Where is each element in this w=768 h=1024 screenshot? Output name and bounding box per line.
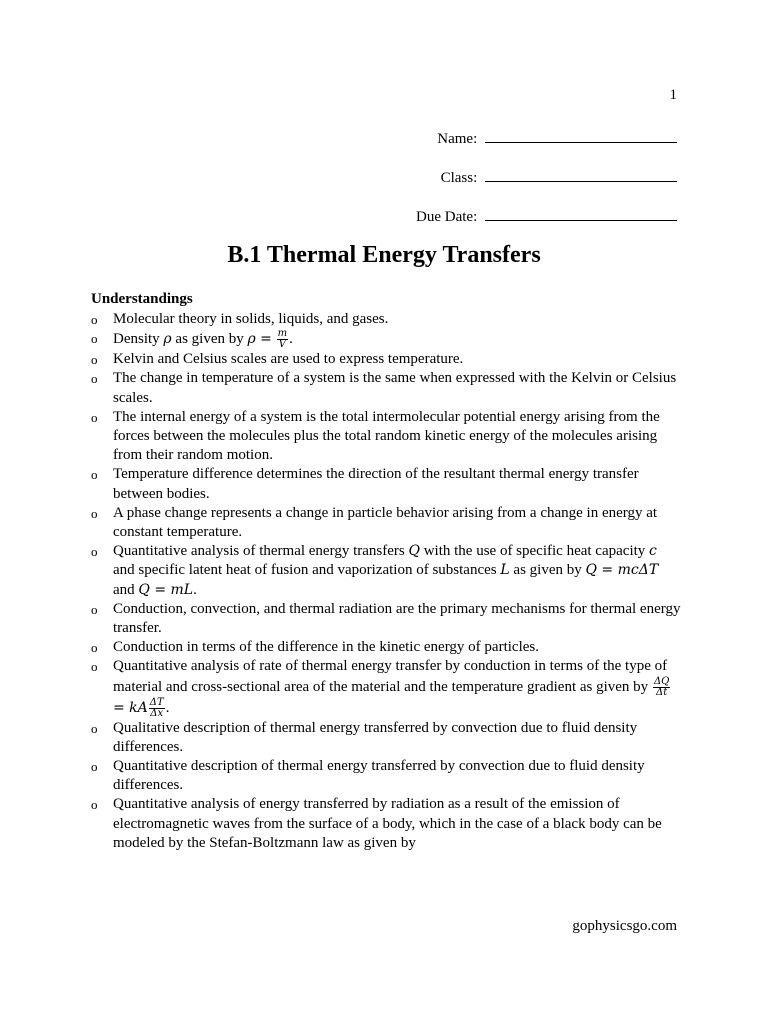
item-text: .	[193, 581, 197, 598]
fraction-numerator: ΔQ	[653, 675, 670, 687]
density-fraction	[277, 329, 288, 350]
list-item	[91, 657, 681, 718]
list-item	[91, 310, 681, 329]
density-formula-lhs: ρ =	[247, 331, 272, 348]
list-item	[91, 329, 681, 350]
due-date-label: Due Date:	[416, 209, 478, 225]
name-field[interactable]	[416, 128, 677, 167]
bullet-icon: o	[91, 312, 98, 327]
bullet-icon: o	[91, 467, 98, 483]
item-text: and	[113, 581, 139, 598]
list-item	[91, 369, 681, 407]
density-symbol: ρ	[163, 331, 172, 348]
item-text: Kelvin and Celsius scales are used to express temperature.	[113, 351, 464, 368]
bullet-icon: o	[91, 759, 98, 775]
item-text: with the use of specific heat capacity	[419, 543, 650, 560]
list-item	[91, 408, 681, 466]
fraction-denominator: Δx	[150, 707, 164, 719]
footer-website: gophysicsgo.com	[572, 918, 677, 934]
section-heading-understandings: Understandings	[91, 291, 193, 307]
heat-symbol: Q	[408, 543, 420, 560]
document-title: B.1 Thermal Energy Transfers	[227, 242, 541, 268]
list-item	[91, 350, 681, 369]
item-text: Molecular theory in solids, liquids, and gases.	[113, 311, 389, 327]
conduction-formula-rhs: = kA	[113, 699, 148, 716]
class-field[interactable]	[416, 167, 677, 206]
bullet-icon: o	[91, 505, 98, 521]
list-item	[91, 542, 681, 600]
item-text: A phase change represents a change in particle behavior arising from a change in energy at constant temperature.	[113, 504, 658, 541]
item-text: Quantitative analysis of energy transferred by radiation as a result of the emission of electromagnetic waves from the surface of a body, which in the case of a black body can be modeled by the Stefan-Boltzmann law as given by	[113, 796, 662, 851]
item-text: Qualitative description of thermal energy transferred by convection due to fluid density differences.	[113, 719, 638, 755]
list-item	[91, 719, 681, 757]
list-item	[91, 757, 681, 795]
class-label: Class:	[440, 170, 478, 186]
bullet-icon: o	[91, 797, 98, 813]
temperature-gradient-fraction	[149, 698, 165, 719]
understandings-list	[91, 310, 681, 853]
specific-heat-formula: Q = mcΔT	[585, 562, 659, 579]
latent-heat-formula: Q = mL	[138, 581, 194, 598]
due-date-field[interactable]	[416, 206, 677, 245]
specific-heat-symbol: c	[649, 543, 657, 560]
student-info-fields	[416, 128, 677, 245]
list-item	[91, 795, 681, 853]
bullet-icon: o	[91, 720, 98, 736]
item-text: Conduction, convection, and thermal radiation are the primary mechanisms for thermal energy transfer.	[113, 600, 681, 637]
item-text: The change in temperature of a system is the same when expressed with the Kelvin or Celsius scales.	[113, 370, 677, 406]
item-text: and specific latent heat of fusion and vaporization of substances	[113, 562, 501, 579]
heat-rate-fraction	[653, 677, 670, 698]
fraction-denominator: Δt	[656, 686, 668, 698]
item-text: .	[165, 699, 170, 716]
item-text: Quantitative description of thermal energy transferred by convection due to fluid density differences.	[113, 758, 645, 794]
name-blank-line[interactable]	[485, 128, 677, 143]
item-text: The internal energy of a system is the total intermolecular potential energy arising from the forces between the molecules plus the total random kinetic energy of the molecules arising from their random motion.	[113, 408, 660, 464]
list-item	[91, 600, 681, 638]
fraction-numerator: m	[277, 328, 288, 340]
item-text: Quantitative analysis of rate of thermal energy transfer by conduction in terms of the type of material and cross-sectional area of the material and the temperature gradient as given by	[113, 658, 668, 695]
bullet-icon: o	[91, 601, 98, 617]
fraction-numerator: ΔT	[149, 696, 164, 708]
bullet-icon: o	[91, 544, 98, 560]
item-text: Quantitative analysis of thermal energy transfers	[113, 543, 409, 560]
page-number: 1	[669, 87, 677, 103]
item-text: Temperature difference determines the direction of the resultant thermal energy transfer between bodies.	[113, 466, 639, 502]
list-item	[91, 504, 681, 542]
latent-heat-symbol: L	[500, 562, 510, 579]
item-text: Conduction in terms of the difference in the kinetic energy of particles.	[113, 639, 539, 656]
due-date-blank-line[interactable]	[485, 206, 677, 221]
item-text: as given by	[509, 562, 586, 579]
bullet-icon: o	[91, 352, 98, 368]
bullet-icon: o	[91, 409, 98, 425]
fraction-denominator: V	[278, 339, 287, 351]
name-label: Name:	[437, 131, 478, 147]
list-item	[91, 638, 681, 657]
bullet-icon: o	[91, 659, 98, 675]
bullet-icon: o	[91, 371, 98, 387]
bullet-icon: o	[91, 640, 98, 656]
item-text: .	[289, 331, 293, 348]
item-text: as given by	[171, 331, 248, 348]
item-text: Density	[113, 331, 164, 348]
class-blank-line[interactable]	[485, 167, 677, 182]
bullet-icon: o	[91, 331, 98, 347]
list-item	[91, 465, 681, 503]
